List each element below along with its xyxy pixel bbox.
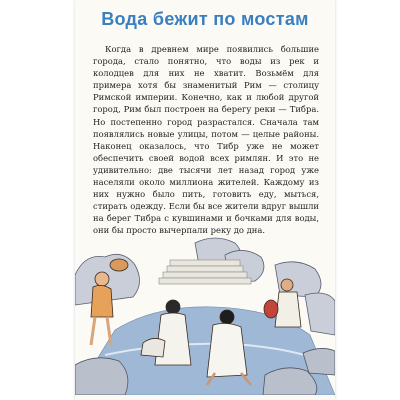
book-page — [75, 0, 335, 400]
page-title: Вода бежит по мостам — [101, 9, 309, 29]
stone-steps — [159, 260, 251, 284]
paragraph-1: Когда в древнем мире появились большие города, стало понятно, что воды из рек и колодцев для них не хватит. Возьмём для примера хотя бы знаменитый Рим — столицу Римской империи. Конечно, как и любой другой город, Рим был построен на берегу реки — Тибра. Но постепенно город разрастался. Сначала там появлялись новые улицы, потом — целые районы. Наконец оказалось, что Тибр уже не может обеспечить своей водой всех римлян. И это не удивительно: две тысячи лет назад город уже населяли около миллиона жителей. Каждому из них нужно было пить, готовить еду, мыться, стирать одежду. Если бы все жители вдруг вышли на берег Тибра с кувшинами и бочками для воды, они бы просто вычерпали реку до дна. — [93, 44, 319, 236]
romans-collecting-water-illustration — [75, 235, 335, 395]
